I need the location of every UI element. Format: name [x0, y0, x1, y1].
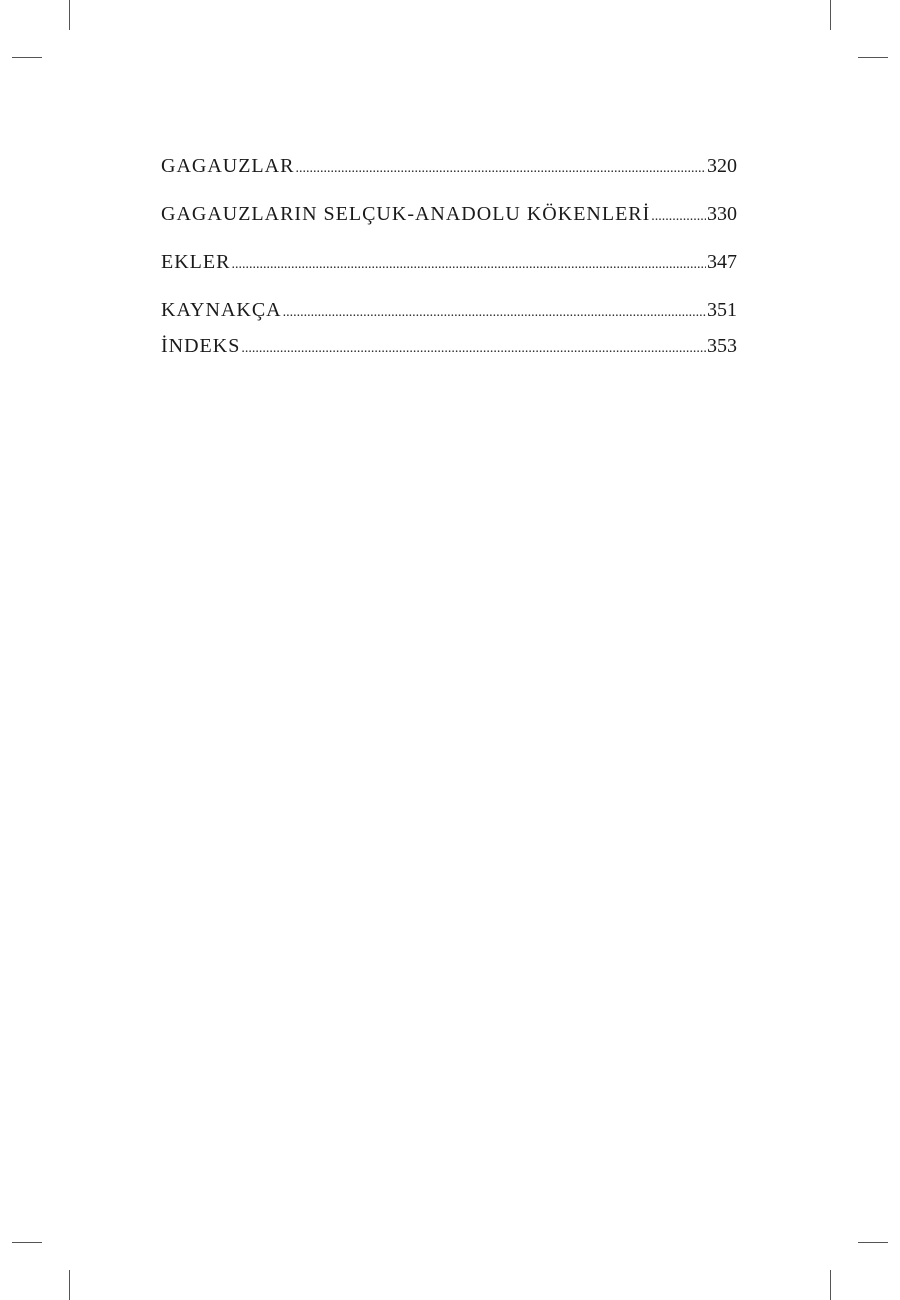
dot-leader [295, 155, 706, 183]
crop-mark-bottom-right-horizontal [858, 1242, 888, 1243]
dot-leader [231, 251, 706, 279]
dot-leader [283, 299, 706, 327]
dot-leader [651, 203, 706, 231]
crop-mark-bottom-right-vertical [830, 1270, 831, 1300]
toc-entry-page-number: 351 [707, 299, 737, 321]
toc-entry[interactable] [161, 248, 737, 279]
crop-mark-top-right-horizontal [858, 57, 888, 58]
toc-entry[interactable] [161, 296, 737, 327]
toc-entry-title: GAGAUZLARIN SELÇUK-ANADOLU KÖKENLERİ [161, 203, 651, 225]
toc-entry-page-number: 320 [707, 155, 737, 177]
toc-entry-page-number: 330 [707, 203, 737, 225]
toc-entry[interactable] [161, 332, 737, 363]
toc-entry-title: İNDEKS [161, 335, 241, 357]
table-of-contents [161, 152, 737, 363]
toc-entry-page-number: 353 [707, 335, 737, 357]
crop-mark-bottom-left-horizontal [12, 1242, 42, 1243]
crop-mark-top-left-vertical [69, 0, 70, 30]
toc-entry-title: GAGAUZLAR [161, 155, 295, 177]
crop-mark-bottom-left-vertical [69, 1270, 70, 1300]
toc-entry[interactable] [161, 200, 737, 231]
crop-mark-top-right-vertical [830, 0, 831, 30]
crop-mark-top-left-horizontal [12, 57, 42, 58]
dot-leader [241, 335, 706, 363]
toc-entry-page-number: 347 [707, 251, 737, 273]
toc-entry[interactable] [161, 152, 737, 183]
toc-entry-title: KAYNAKÇA [161, 299, 282, 321]
toc-entry-title: EKLER [161, 251, 231, 273]
